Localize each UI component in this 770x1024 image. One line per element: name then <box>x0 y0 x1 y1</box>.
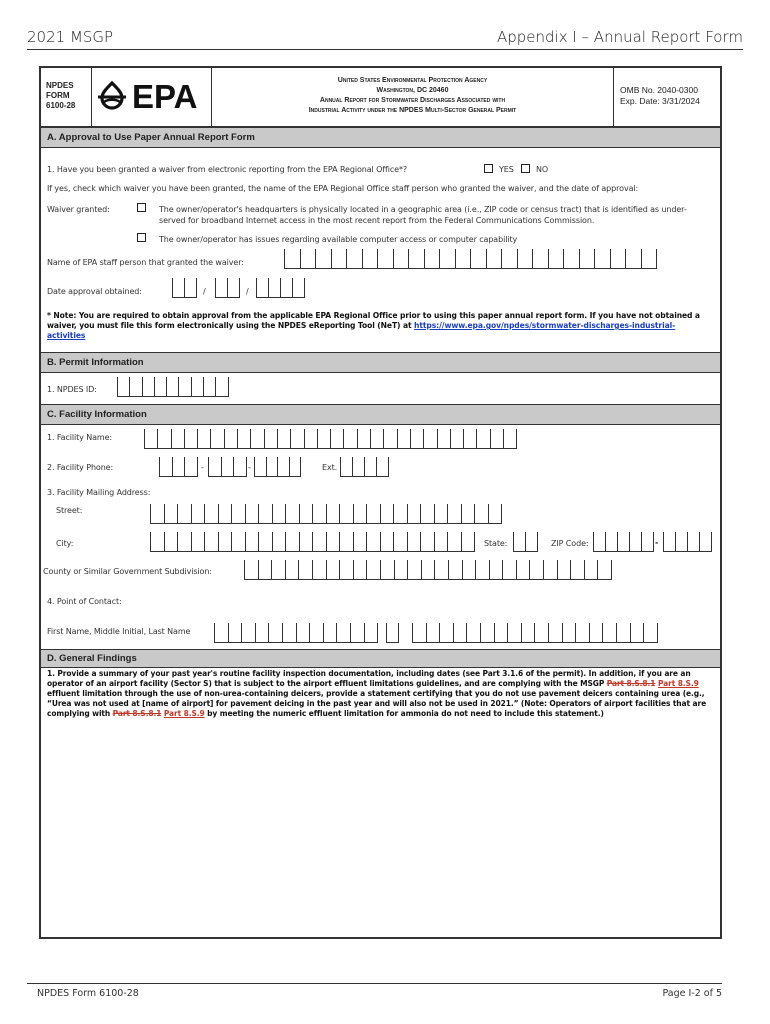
page-footer <box>27 983 722 1001</box>
no-label: NO <box>536 165 549 174</box>
expiration-date: Exp. Date: 3/31/2024 <box>620 96 700 106</box>
zip-boxes[interactable] <box>593 532 654 552</box>
approval-year-boxes[interactable] <box>256 278 305 298</box>
street-boxes[interactable] <box>150 504 502 524</box>
epa-logo-icon <box>92 68 212 126</box>
waiver-note-text: * Note: You are required to obtain approval from the applicable EPA Regional Office prior to using this paper annual report form. If you have not obtained a waiver, you must file this form electronically using the NPDES eReporting Tool (NeT) at <box>47 311 700 330</box>
findings-strike-2: Part 8.S.8.1 <box>112 709 162 718</box>
findings-text-1: 1. Provide a summary of your past year's routine facility inspection documentation, including dates (see Part 3.1.6 of the permit). In addition, if you are an operator of an airport facility (Sector S) that is subject to the airport effluent limitations guidelines, and are complying with the MSGP <box>47 669 691 688</box>
yes-checkbox[interactable] <box>484 164 493 173</box>
footer-page-number: Page I-2 of 5 <box>662 988 722 999</box>
section-b-header: B. Permit Information <box>41 352 720 373</box>
phone-dash-2: - <box>248 463 251 472</box>
phone-dash-1: - <box>201 463 204 472</box>
facility-name-boxes[interactable] <box>144 429 517 449</box>
zip-ext-boxes[interactable] <box>663 532 712 552</box>
yes-label: YES <box>499 165 514 174</box>
approval-date-label: Date approval obtained: <box>47 287 142 296</box>
findings-new-2: Part 8.S.9 <box>163 709 205 718</box>
agency-name: United States Environmental Protection Agency <box>337 77 488 84</box>
npdes-id-boxes[interactable] <box>117 377 229 397</box>
facility-name-label: 1. Facility Name: <box>47 433 113 442</box>
epa-logo-text: EPA <box>132 78 198 115</box>
title-text <box>212 68 614 126</box>
phone-ext-label: Ext. <box>322 463 338 472</box>
street-label: Street: <box>56 506 83 515</box>
form-title-line-2: Industrial Activity under the NPDES Multi-Sector General Permit <box>308 107 517 114</box>
county-label: County or Similar Government Subdivision: <box>43 567 212 576</box>
omb-info <box>614 68 720 126</box>
agency-address: Washington, DC 20460 <box>376 87 449 94</box>
title-block <box>41 68 720 127</box>
findings-text-2: effluent limitation through the use of non-urea-containing deicers, provide a statement certifying that you do not use pavement deicers containing urea (e.g., “Urea was not used at [name of airport] for pavement deicing in the past year and will also not be used in 2021.” (Note: Operators of airport facilities that are complying with <box>47 689 707 718</box>
facility-phone-label: 2. Facility Phone: <box>47 463 114 472</box>
findings-strike-1: Part 8.S.8.1 <box>606 679 656 688</box>
epa-logo <box>92 68 212 126</box>
waiver-computer-label: The owner/operator has issues regarding available computer access or computer capability <box>159 235 518 244</box>
findings-new-1: Part 8.S.9 <box>657 679 699 688</box>
waiver-question: 1. Have you been granted a waiver from electronic reporting from the EPA Regional Office*? <box>47 165 408 174</box>
form-number <box>41 68 92 126</box>
waiver-computer-checkbox[interactable] <box>137 233 146 242</box>
no-checkbox[interactable] <box>521 164 530 173</box>
npdes-id-label: 1. NPDES ID: <box>47 385 97 394</box>
waiver-note <box>47 311 712 341</box>
first-name-boxes[interactable] <box>214 623 378 643</box>
header-left: 2021 MSGP <box>27 28 114 46</box>
state-label: State: <box>484 539 508 548</box>
staff-name-label: Name of EPA staff person that granted the waiver: <box>47 258 244 267</box>
staff-name-boxes[interactable] <box>284 249 657 269</box>
city-boxes[interactable] <box>150 532 475 552</box>
last-name-boxes[interactable] <box>412 623 658 643</box>
waiver-instructions: If yes, check which waiver you have been granted, the name of the EPA Regional Office staff person who granted the waiver, and the date of approval: <box>47 184 639 193</box>
county-boxes[interactable] <box>244 560 612 580</box>
waiver-broadband-label: The owner/operator's headquarters is physically located in a geographic area (i.e., ZIP code or census tract) that is identified as under-served for broadband Internet access in the most recent report from the Federal Communications Commission. <box>159 205 687 225</box>
phone-area-boxes[interactable] <box>159 457 198 477</box>
findings-text-3: by meeting the numeric effluent limitation for ammonia do not need to include this statement.) <box>207 709 604 718</box>
waiver-broadband-checkbox[interactable] <box>137 203 146 212</box>
city-label: City: <box>56 539 74 548</box>
form-label-form: FORM <box>46 91 70 100</box>
general-findings-instructions <box>47 669 715 719</box>
date-slash-1: / <box>203 287 206 296</box>
form-title-line-1: Annual Report for Stormwater Discharges Associated with <box>319 97 506 104</box>
date-slash-2: / <box>246 287 249 296</box>
form-label-npdes: NPDES <box>46 81 74 90</box>
general-findings-textarea[interactable] <box>47 728 715 933</box>
header-right: Appendix I – Annual Report Form <box>496 28 743 46</box>
page-header <box>27 28 743 50</box>
zip-label: ZIP Code: <box>551 539 589 548</box>
state-boxes[interactable] <box>513 532 538 552</box>
form-label-number: 6100-28 <box>46 101 76 110</box>
phone-prefix-boxes[interactable] <box>208 457 247 477</box>
net-link[interactable]: https://www.epa.gov/npdes/stormwater-discharges-industrial-activities <box>47 321 676 340</box>
contact-name-label: First Name, Middle Initial, Last Name <box>47 627 191 636</box>
middle-initial-box[interactable] <box>386 623 399 643</box>
waiver-granted-label: Waiver granted: <box>47 205 110 214</box>
omb-number: OMB No. 2040-0300 <box>620 85 698 95</box>
section-d-header: D. General Findings <box>41 649 720 668</box>
approval-day-boxes[interactable] <box>215 278 240 298</box>
phone-line-boxes[interactable] <box>254 457 301 477</box>
zip-dash: - <box>655 538 659 547</box>
section-c-header: C. Facility Information <box>41 404 720 425</box>
phone-ext-boxes[interactable] <box>340 457 389 477</box>
section-a-header: A. Approval to Use Paper Annual Report Form <box>41 127 720 148</box>
mailing-address-label: 3. Facility Mailing Address: <box>47 488 151 497</box>
approval-month-boxes[interactable] <box>172 278 197 298</box>
footer-form-number: NPDES Form 6100-28 <box>37 988 139 999</box>
point-of-contact-label: 4. Point of Contact: <box>47 597 122 606</box>
annual-report-form <box>39 66 722 939</box>
